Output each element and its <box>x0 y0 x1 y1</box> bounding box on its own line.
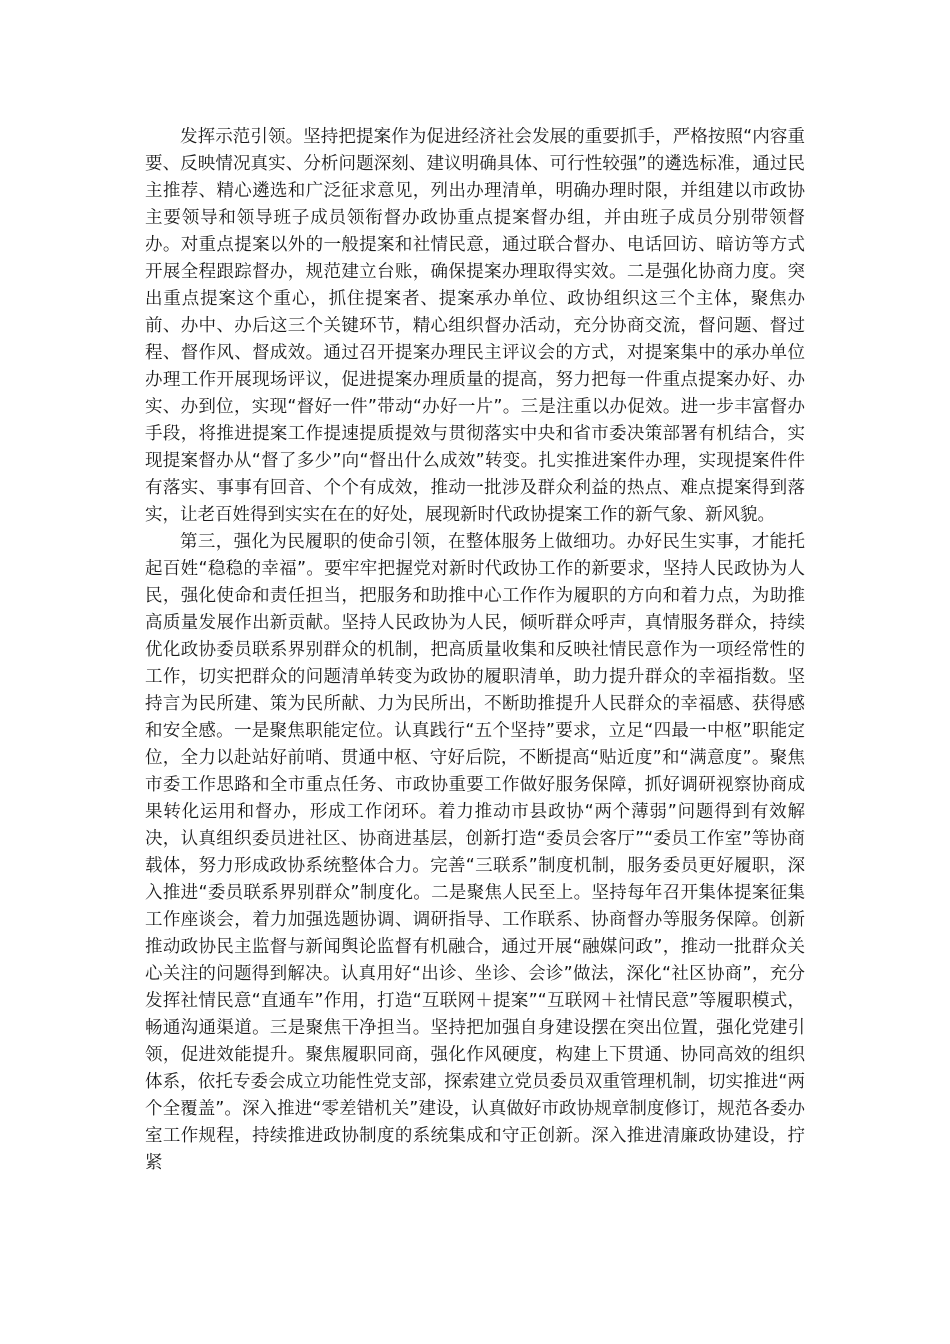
document-body <box>145 124 805 1177</box>
paragraph-2: 第三，强化为民履职的使命引领，在整体服务上做细功。办好民生实事，才能托起百姓“稳稳的幸福”。要牢牢把握党对新时代政协工作的新要求，坚持人民政协为人民，强化使命和责任担当，把服务和助推中心工作作为履职的方向和着力点，为助推高质量发展作出新贡献。坚持人民政协为人民，倾听群众呼声，真情服务群众，持续优化政协委员联系界别群众的机制，把高质量收集和反映社情民意作为一项经常性的工作，切实把群众的问题清单转变为政协的履职清单，助力提升群众的幸福指数。坚持言为民所建、策为民所献、力为民所出，不断助推提升人民群众的幸福感、获得感和安全感。一是聚焦职能定位。认真践行“五个坚持”要求，立足“四最一中枢”职能定位，全力以赴站好前哨、贯通中枢、守好后院，不断提高“贴近度”和“满意度”。聚焦市委工作思路和全市重点任务、市政协重要工作做好服务保障，抓好调研视察协商成果转化运用和督办，形成工作闭环。着力推动市县政协“两个薄弱”问题得到有效解决，认真组织委员进社区、协商进基层，创新打造“委员会客厅”“委员工作室”等协商载体，努力形成政协系统整体合力。完善“三联系”制度机制，服务委员更好履职，深入推进“委员联系界别群众”制度化。二是聚焦人民至上。坚持每年召开集体提案征集工作座谈会，着力加强选题协调、调研指导、工作联系、协商督办等服务保障。创新推动政协民主监督与新闻舆论监督有机融合，通过开展“融媒问政”，推动一批群众关心关注的问题得到解决。认真用好“出诊、坐诊、会诊”做法，深化“社区协商”，充分发挥社情民意“直通车”作用，打造“互联网＋提案”“互联网＋社情民意”等履职模式，畅通沟通渠道。三是聚焦干净担当。坚持把加强自身建设摆在突出位置，强化党建引领，促进效能提升。聚焦履职同商，强化作风硬度，构建上下贯通、协同高效的组织体系，依托专委会成立功能性党支部，探索建立党员委员双重管理机制，切实推进“两个全覆盖”。深入推进“零差错机关”建设，认真做好市政协规章制度修订，规范各委办室工作规程，持续推进政协制度的系统集成和守正创新。深入推进清廉政协建设，拧紧 <box>145 532 805 1173</box>
paragraph-1: 发挥示范引领。坚持把提案作为促进经济社会发展的重要抓手，严格按照“内容重要、反映情况真实、分析问题深刻、建议明确具体、可行性较强”的遴选标准，通过民主推荐、精心遴选和广泛征求意见，列出办理清单，明确办理时限，并组建以市政协主要领导和领导班子成员领衔督办政协重点提案督办组，并由班子成员分别带领督办。对重点提案以外的一般提案和社情民意，通过联合督办、电话回访、暗访等方式开展全程跟踪督办，规范建立台账，确保提案办理取得实效。二是强化协商力度。突出重点提案这个重心，抓住提案者、提案承办单位、政协组织这三个主体，聚焦办前、办中、办后这三个关键环节，精心组织督办活动，充分协商交流，督问题、督过程、督作风、督成效。通过召开提案办理民主评议会的方式，对提案集中的承办单位办理工作开展现场评议，促进提案办理质量的提高，努力把每一件重点提案办好、办实、办到位，实现“督好一件”带动“办好一片”。三是注重以办促效。进一步丰富督办手段，将推进提案工作提速提质提效与贯彻落实中央和省市委决策部署有机结合，实现提案督办从“督了多少”向“督出什么成效”转变。扎实推进案件办理，实现提案件件有落实、事事有回音、个个有成效，推动一批涉及群众利益的热点、难点提案得到落实，让老百姓得到实实在在的好处，展现新时代政协提案工作的新气象、新风貌。 <box>145 127 805 525</box>
